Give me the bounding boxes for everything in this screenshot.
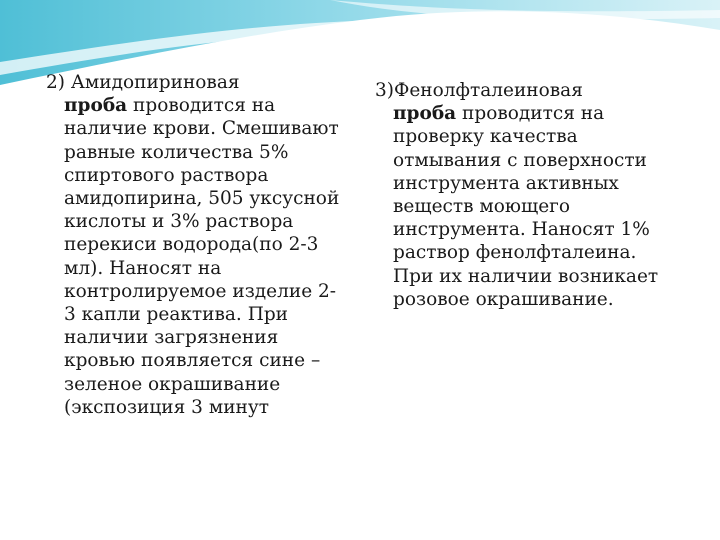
right-column-text: [375, 79, 675, 311]
right-paragraph: [375, 102, 675, 311]
left-bold-word: проба: [64, 95, 128, 117]
left-heading: 2) Амидопириновая: [46, 72, 240, 93]
right-body: проводится на проверку качества отмывания с поверхности инструмента активных веществ моющего инструмента. Наносят 1% раствор фенолфталеина. При их наличии возникает розовое окрашивание.: [393, 103, 659, 310]
left-column-text: [46, 71, 346, 419]
right-bold-word: проба: [393, 103, 457, 125]
right-heading: 3)Фенолфталеиновая: [375, 80, 583, 101]
left-body: проводится на наличие крови. Смешивают равные количества 5% спиртового раствора амидопирина, 505 уксусной кислоты и 3% раствора перекиси водорода(по 2-3 мл). Наносят на контролируемое изделие 2-3 капли реактива. При наличии загрязнения кровью появляется сине –зеленое окрашивание (экспозиция 3 минут: [64, 95, 340, 418]
left-paragraph: [46, 94, 346, 419]
